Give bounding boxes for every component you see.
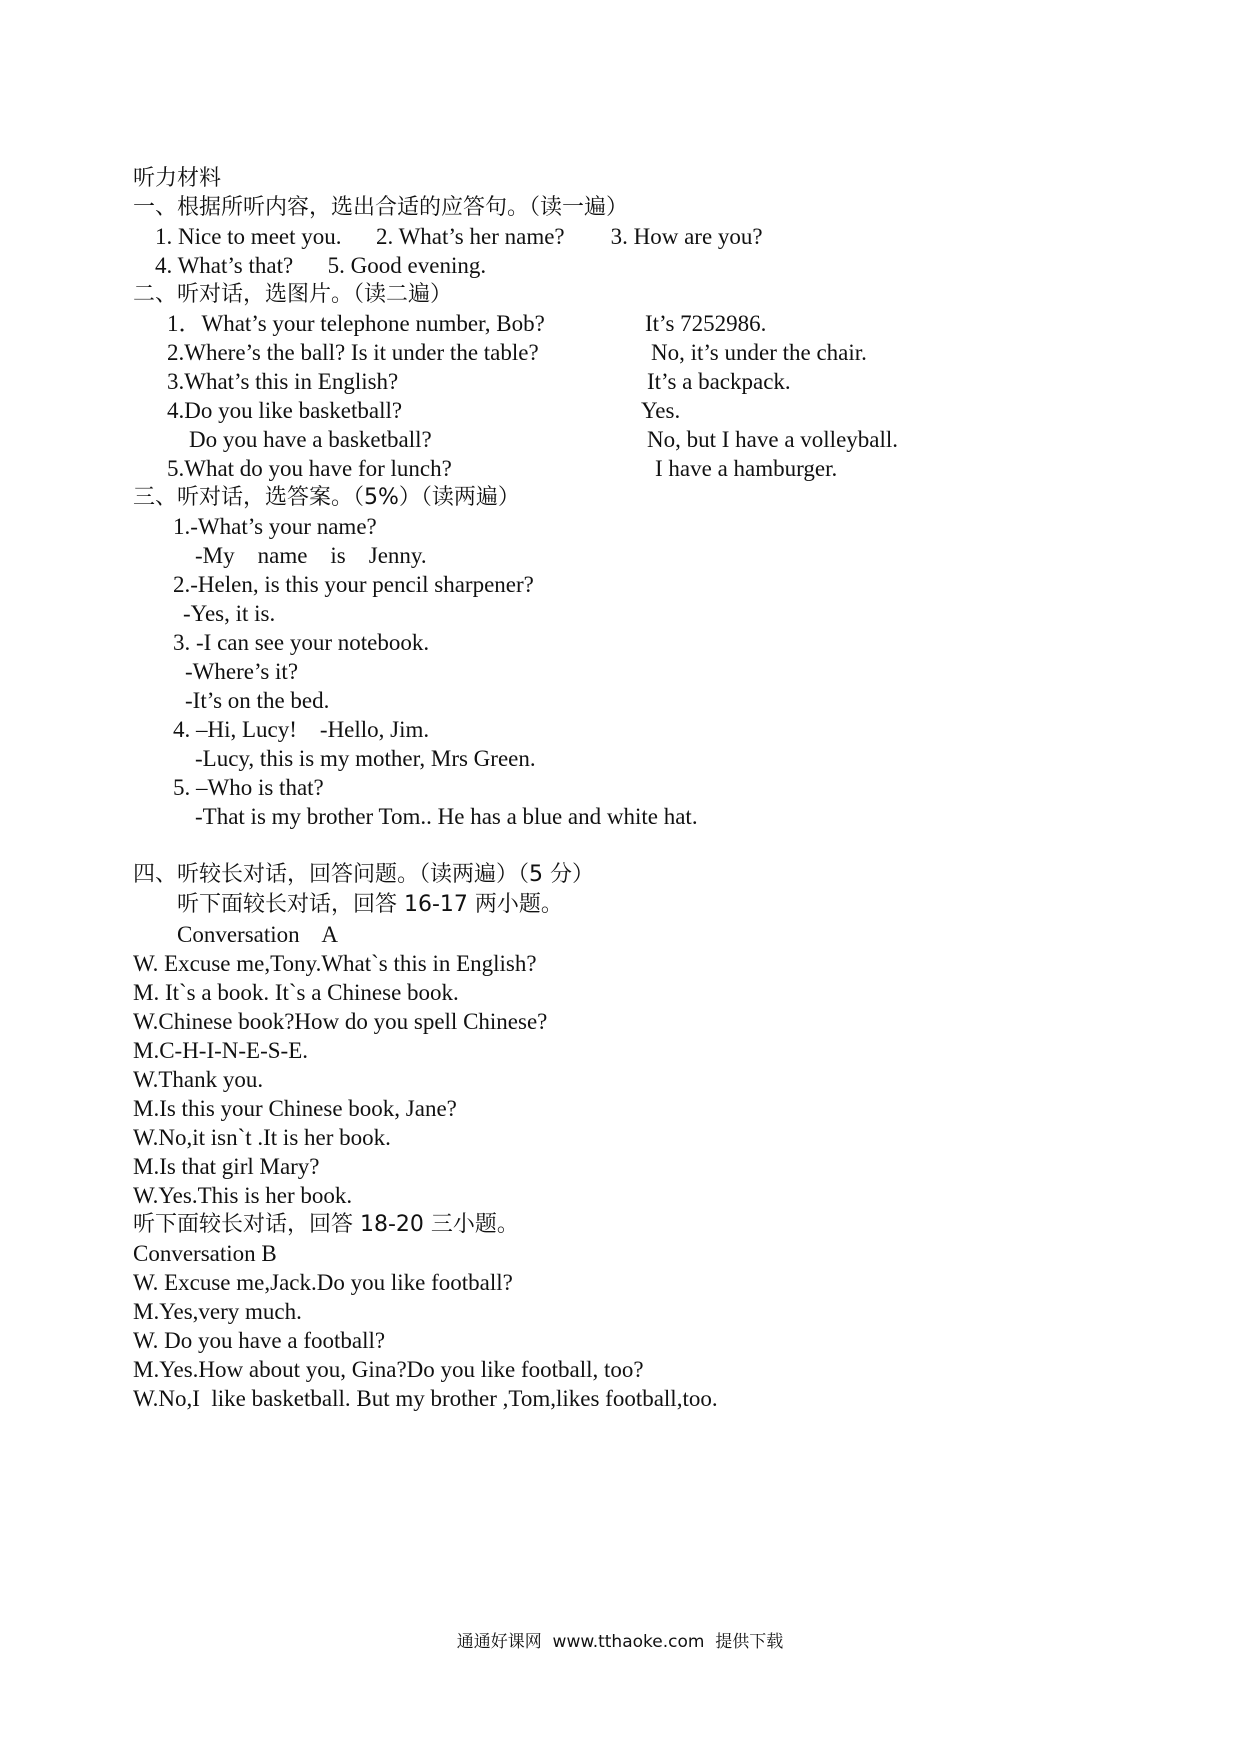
dialogue-line: -That is my brother Tom.. He has a blue and white hat. bbox=[195, 804, 698, 829]
dialogue-question: 4.Do you like basketball? bbox=[167, 398, 403, 423]
conversation-intro: 听下面较长对话，回答 18-20 三小题。 bbox=[133, 1212, 519, 1237]
dialogue-line: -Where’s it? bbox=[185, 659, 299, 684]
dialogue-answer: It’s 7252986. bbox=[645, 311, 767, 336]
dialogue-line: -It’s on the bed. bbox=[185, 688, 330, 713]
dialogue-line: 5. –Who is that? bbox=[173, 775, 324, 800]
conversation-line: W.Thank you. bbox=[133, 1067, 264, 1092]
dialogue-line: 3. -I can see your notebook. bbox=[173, 630, 430, 655]
dialogue-question: Do you have a basketball? bbox=[189, 427, 432, 452]
conversation-line: M.Yes.How about you, Gina?Do you like football, too? bbox=[133, 1357, 644, 1382]
conversation-line: M. It`s a book. It`s a Chinese book. bbox=[133, 980, 459, 1005]
dialogue-question: 1．What’s your telephone number, Bob? bbox=[167, 311, 545, 336]
conversation-line: W. Excuse me,Tony.What`s this in English? bbox=[133, 951, 537, 976]
conversation-label: Conversation B bbox=[133, 1241, 277, 1266]
section1-line: 4. What’s that? 5. Good evening. bbox=[155, 253, 487, 278]
dialogue-line: 4. –Hi, Lucy! -Hello, Jim. bbox=[173, 717, 430, 742]
conversation-line: M.C-H-I-N-E-S-E. bbox=[133, 1038, 309, 1063]
conversation-label: Conversation A bbox=[177, 922, 338, 947]
section1-heading: 一、根据所听内容，选出合适的应答句。（读一遍） bbox=[133, 195, 629, 220]
conversation-intro: 听下面较长对话，回答 16-17 两小题。 bbox=[177, 892, 563, 917]
dialogue-answer: No, it’s under the chair. bbox=[651, 340, 867, 365]
dialogue-question: 5.What do you have for lunch? bbox=[167, 456, 452, 481]
conversation-line: W.No,it isn`t .It is her book. bbox=[133, 1125, 391, 1150]
dialogue-answer: No, but I have a volleyball. bbox=[647, 427, 899, 452]
page-footer: 通通好课网 www.tthaoke.com 提供下载 bbox=[456, 1632, 784, 1652]
dialogue-line: -Lucy, this is my mother, Mrs Green. bbox=[195, 746, 536, 771]
dialogue-question: 3.What’s this in English? bbox=[167, 369, 399, 394]
dialogue-answer: I have a hamburger. bbox=[655, 456, 838, 481]
document-title: 听力材料 bbox=[133, 166, 222, 191]
section2-heading: 二、听对话，选图片。（读二遍） bbox=[133, 282, 453, 307]
conversation-line: W. Do you have a football? bbox=[133, 1328, 386, 1353]
dialogue-line: 2.-Helen, is this your pencil sharpener? bbox=[173, 572, 534, 597]
conversation-line: W.Chinese book?How do you spell Chinese? bbox=[133, 1009, 548, 1034]
dialogue-answer: Yes. bbox=[641, 398, 681, 423]
conversation-line: M.Yes,very much. bbox=[133, 1299, 302, 1324]
conversation-line: M.Is that girl Mary? bbox=[133, 1154, 320, 1179]
conversation-line: M.Is this your Chinese book, Jane? bbox=[133, 1096, 457, 1121]
dialogue-line: 1.-What’s your name? bbox=[173, 514, 377, 539]
section4-heading: 四、听较长对话，回答问题。（读两遍）（5 分） bbox=[133, 862, 594, 887]
dialogue-line: -My name is Jenny. bbox=[195, 543, 427, 568]
dialogue-question: 2.Where’s the ball? Is it under the table? bbox=[167, 340, 539, 365]
conversation-line: W. Excuse me,Jack.Do you like football? bbox=[133, 1270, 513, 1295]
dialogue-line: -Yes, it is. bbox=[183, 601, 276, 626]
conversation-line: W.Yes.This is her book. bbox=[133, 1183, 353, 1208]
dialogue-answer: It’s a backpack. bbox=[647, 369, 791, 394]
section3-heading: 三、听对话，选答案。（5%）（读两遍） bbox=[133, 485, 520, 510]
section1-line: 1. Nice to meet you. 2. What’s her name? 3. How are you? bbox=[155, 224, 763, 249]
conversation-line: W.No,I like basketball. But my brother ,Tom,likes football,too. bbox=[133, 1386, 718, 1411]
